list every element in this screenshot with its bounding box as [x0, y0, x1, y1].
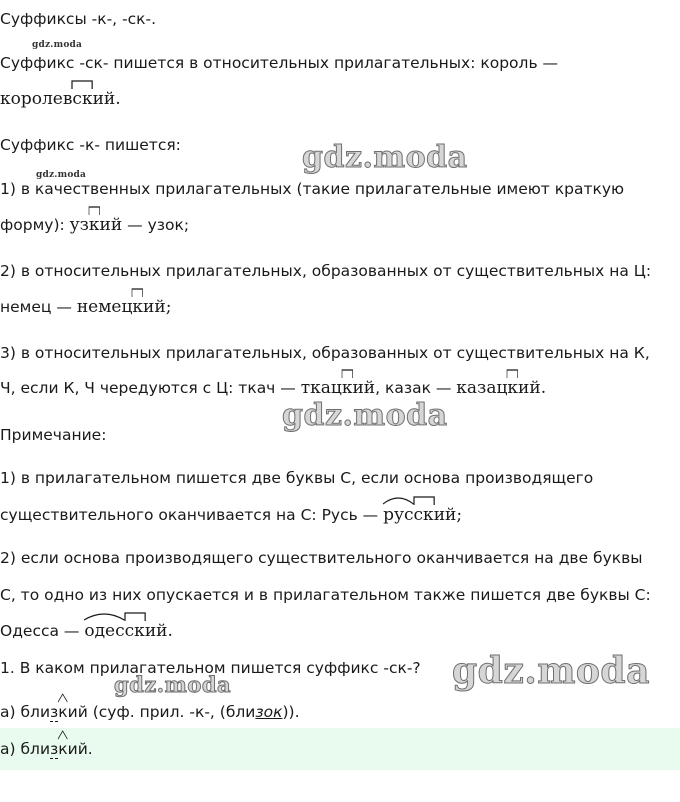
example-base: ткац [300, 378, 342, 398]
example [301, 378, 375, 398]
note-item2-line2: С, то одно из них опускается и в прилагательном также пишется две буквы С: [0, 586, 651, 604]
example-root: одес [84, 620, 124, 642]
rule-sk-example [0, 88, 121, 110]
example-punct: ; [456, 505, 463, 525]
example [77, 297, 172, 317]
suffix-mark-icon [72, 79, 92, 89]
text: Одесса — [0, 622, 85, 640]
rule-k-item3-line1: 3) в относительных прилагательных, образованных от существительных на К, [0, 344, 650, 362]
underlined-text: зок [255, 703, 283, 721]
suffix-mark-icon [132, 287, 143, 297]
option-suffix: к [58, 701, 67, 723]
text: а) бли [0, 703, 51, 721]
rule-k-item2-line2 [0, 296, 171, 318]
alternating-letter: з [50, 740, 59, 758]
answer-text [0, 738, 93, 760]
answer-suffix: к [58, 738, 67, 760]
rule-sk-text: Суффикс -ск- пишется в относительных прилагательных: король — [0, 54, 559, 72]
watermark-small: gdz.moda [36, 170, 87, 180]
example [456, 378, 546, 398]
example-suffix: ск [72, 88, 92, 110]
suffix-mark-icon [89, 205, 100, 215]
suffix-mark-icon [342, 368, 353, 378]
text: ий. [67, 740, 93, 758]
example-root: рус [383, 504, 413, 526]
watermark-small: gdz.moda [32, 40, 83, 50]
text: форму): [0, 216, 70, 234]
text: немец — [0, 298, 77, 316]
example-punct: . [167, 621, 173, 641]
example-ending: ий [433, 505, 457, 525]
example-base: королев [0, 89, 73, 109]
suffix-mark-icon [414, 495, 434, 505]
note-item2-line1: 2) если основа производящего существительного оканчивается на две буквы [0, 549, 643, 567]
text: Ч, если К, Ч чередуются с Ц: ткач — [0, 379, 301, 397]
note-item1-line1: 1) в прилагательном пишется две буквы С, если основа производящего [0, 469, 594, 487]
text: (суф. прил. -к-, (бли [87, 703, 256, 721]
text: )). [282, 703, 300, 721]
suffix-mark-icon [507, 368, 518, 378]
example-suffix: к [342, 377, 353, 399]
example-ending: ий [99, 215, 123, 235]
example-punct: . [115, 89, 121, 109]
root-mark-icon [84, 611, 124, 621]
rule-k-item3-line2 [0, 377, 546, 399]
example-punct: ; [165, 297, 172, 317]
example-punct: . [540, 378, 547, 398]
note-item2-line3 [0, 620, 173, 642]
example-ending: ий [144, 621, 168, 641]
question-text: 1. В каком прилагательном пишется суффикс -ск-? [0, 659, 421, 677]
text: существительного оканчивается на С: Русь — [0, 506, 384, 524]
example-ending: ий [518, 378, 541, 398]
answer-box [0, 728, 680, 770]
alternating-letter: з [50, 703, 59, 721]
example-suffix: к [132, 296, 143, 318]
example-suffix: ск [414, 504, 434, 526]
rule-k-intro: Суффикс -к- пишется: [0, 136, 181, 154]
text: ий [67, 703, 88, 721]
text: — узок; [122, 216, 190, 234]
note-label: Примечание: [0, 426, 107, 444]
example [70, 215, 123, 235]
example-base: казац [456, 378, 508, 398]
rule-k-item1-line2 [0, 214, 189, 236]
example [84, 621, 173, 641]
suffix-mark-icon [58, 692, 67, 702]
example-ending: ий [143, 297, 166, 317]
suffix-mark-icon [58, 729, 67, 739]
example-ending: ий [92, 89, 116, 109]
watermark-large: gdz.moda [452, 650, 650, 692]
rule-k-item1-line1: 1) в качественных прилагательных (такие прилагательные имеют краткую [0, 180, 625, 198]
question-option [0, 701, 300, 723]
example-base: уз [69, 215, 89, 235]
text: , казак — [375, 379, 457, 397]
example [383, 505, 462, 525]
example-suffix: ск [125, 620, 145, 642]
example-suffix: к [507, 377, 518, 399]
suffix-mark-icon [125, 611, 145, 621]
note-item1-line2 [0, 504, 462, 526]
text: а) бли [0, 740, 51, 758]
watermark-large: gdz.moda [282, 398, 448, 433]
watermark-large: gdz.moda [302, 140, 468, 175]
example-ending: ий [352, 378, 376, 398]
watermark-large: gdz.moda [114, 672, 232, 697]
root-mark-icon [383, 495, 413, 505]
example-base: немец [76, 297, 133, 317]
page-title: Суффиксы -к-, -ск-. [0, 10, 157, 28]
rule-k-item2-line1: 2) в относительных прилагательных, образованных от существительных на Ц: [0, 262, 652, 280]
example-suffix: к [89, 214, 100, 236]
